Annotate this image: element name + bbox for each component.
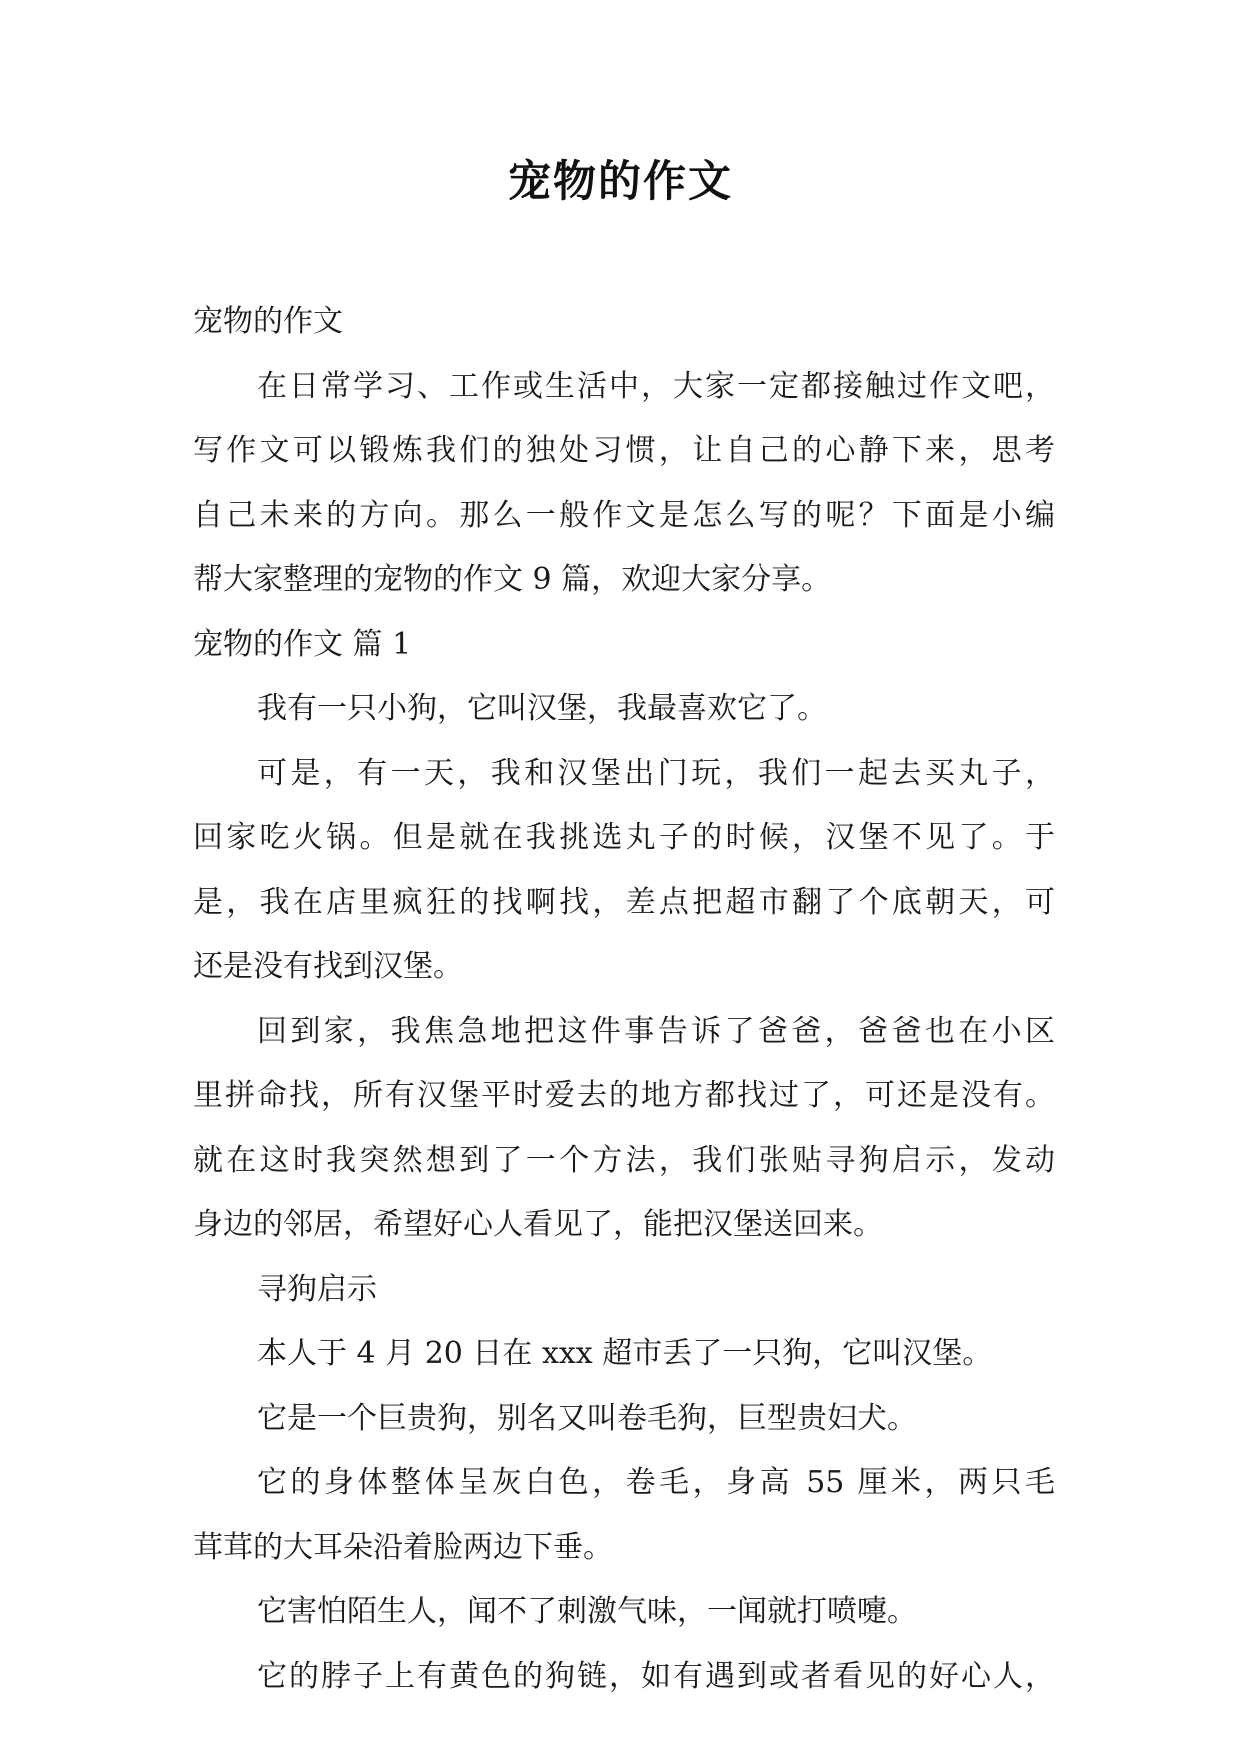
- text-line: 写作文可以锻炼我们的独处习惯，让自己的心静下来，思考: [193, 433, 1055, 468]
- text-line: 回家吃火锅。但是就在我挑选丸子的时候，汉堡不见了。于: [193, 820, 1055, 855]
- document-title: 宠物的作文: [508, 157, 733, 207]
- text-line: 帮大家整理的宠物的作文 9 篇，欢迎大家分享。: [193, 562, 832, 597]
- text-line: 本人于 4 月 20 日在 xxx 超市丢了一只狗，它叫汉堡。: [257, 1336, 993, 1371]
- text-line: 自己未来的方向。那么一般作文是怎么写的呢？下面是小编: [193, 497, 1055, 533]
- text-line: 它的脖子上有黄色的狗链，如有遇到或者看见的好心人，: [257, 1658, 1055, 1694]
- text-line: 还是没有找到汉堡。: [193, 949, 463, 984]
- text-line: 我有一只小狗，它叫汉堡，我最喜欢它了。: [257, 691, 827, 726]
- text-line: 宠物的作文 篇 1: [193, 626, 412, 662]
- text-line: 寻狗启示: [257, 1271, 377, 1307]
- text-line: 里拼命找，所有汉堡平时爱去的地方都找过了，可还是没有。: [193, 1078, 1055, 1113]
- text-line: 它是一个巨贵狗，别名又叫卷毛狗，巨型贵妇犬。: [257, 1400, 917, 1436]
- text-line: 回到家，我焦急地把这件事告诉了爸爸，爸爸也在小区: [257, 1013, 1055, 1049]
- text-line: 它的身体整体呈灰白色，卷毛，身高 55 厘米，两只毛: [257, 1465, 1055, 1500]
- text-line: 是，我在店里疯狂的找啊找，差点把超市翻了个底朝天，可: [193, 884, 1055, 920]
- text-line: 在日常学习、工作或生活中，大家一定都接触过作文吧，: [257, 368, 1055, 404]
- text-line: 可是，有一天，我和汉堡出门玩，我们一起去买丸子，: [257, 755, 1055, 791]
- text-line: 身边的邻居，希望好心人看见了，能把汉堡送回来。: [193, 1207, 883, 1242]
- text-line: 茸茸的大耳朵沿着脸两边下垂。: [193, 1529, 613, 1565]
- text-line: 就在这时我突然想到了一个方法，我们张贴寻狗启示，发动: [193, 1142, 1055, 1178]
- document-body: [193, 290, 1055, 1709]
- text-line: 它害怕陌生人，闻不了刺激气味，一闻就打喷嚏。: [257, 1594, 917, 1629]
- text-line: 宠物的作文: [193, 304, 343, 339]
